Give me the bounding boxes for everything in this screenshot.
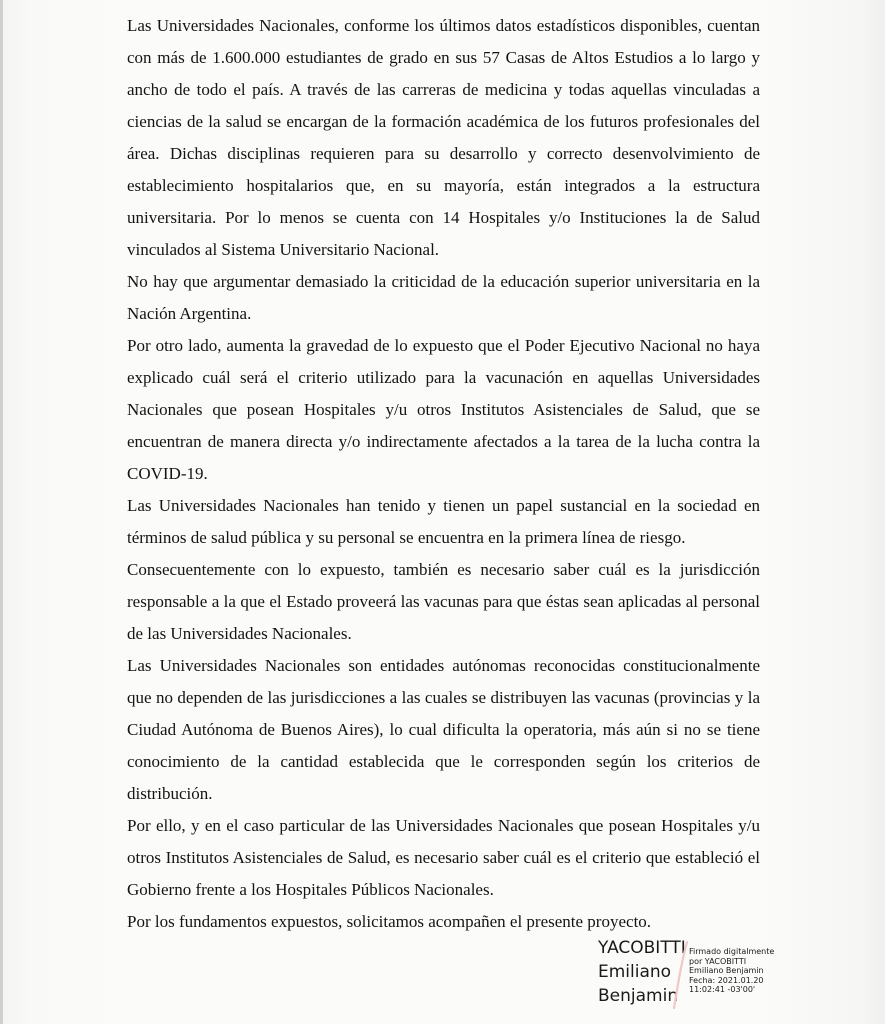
signer-name-line: Emiliano — [598, 962, 672, 982]
paragraph-7: Por ello, y en el caso particular de las Universidades Nacionales que posean Hospitales y/u otros Institutos Asistenciales de Salud, es necesario saber cuál es el criterio que estableció el Gobierno frente a los Hospitales Públicos Nacionales. — [127, 816, 760, 899]
paragraph-4: Las Universidades Nacionales han tenido y tienen un papel sustancial en la sociedad en términos de salud pública y su personal se encuentra en la primera línea de riesgo. — [127, 496, 760, 547]
signature-detail-line: 11:02:41 -03'00' — [689, 985, 756, 994]
digital-signature — [598, 936, 798, 1016]
signature-details — [689, 947, 774, 995]
signer-name-line: Benjamin — [598, 986, 679, 1006]
paragraph-8: Por los fundamentos expuestos, solicitamos acompañen el presente proyecto. — [127, 912, 652, 931]
signature-stroke-icon — [670, 938, 690, 1010]
signer-name-line: YACOBITTI — [598, 938, 686, 958]
page-edge — [0, 0, 3, 1024]
signature-detail-line: Fecha: 2021.01.20 — [689, 975, 764, 985]
paragraph-6: Las Universidades Nacionales son entidades autónomas reconocidas constitucionalmente que no dependen de las jurisdicciones a las cuales se distribuyen las vacunas (provincias y la Ciudad Autónoma de Buenos Aires), lo cual dificulta la operatoria, más aún si no se tiene conocimiento de la cantidad establecida que le corresponden según los criterios de distribución. — [127, 656, 760, 803]
paragraph-1: Las Universidades Nacionales, conforme los últimos datos estadísticos disponibles, cuentan con más de 1.600.000 estudiantes de grado en sus 57 Casas de Altos Estudios a lo largo y ancho de todo el país. A través de las carreras de medicina y todas aquellas vinculadas a ciencias de la salud se encargan de la formación académica de los futuros profesionales del área. Dichas disciplinas requieren para su desarrollo y correcto desenvolvimiento de establecimiento hospitalarios que, en su mayoría, están integrados a la estructura universitaria. Por lo menos se cuenta con 14 Hospitales y/o Instituciones la de Salud vinculados al Sistema Universitario Nacional. — [127, 16, 760, 259]
paragraph-5: Consecuentemente con lo expuesto, también es necesario saber cuál es la jurisdicción responsable a la que el Estado proveerá las vacunas para que éstas sean aplicadas al personal de las Universidades Nacionales. — [127, 560, 760, 643]
signature-detail-line: Emiliano Benjamin — [689, 966, 764, 975]
paragraph-2: No hay que argumentar demasiado la criticidad de la educación superior universitaria en la Nación Argentina. — [127, 272, 760, 323]
document-body — [127, 10, 760, 938]
paragraph-3: Por otro lado, aumenta la gravedad de lo expuesto que el Poder Ejecutivo Nacional no haya explicado cuál será el criterio utilizado para la vacunación en aquellas Universidades Nacionales que posean Hospitales y/u otros Institutos Asistenciales de Salud, que se encuentran de manera directa y/o indirectamente afectados a la tarea de la lucha contra la COVID-19. — [127, 336, 760, 483]
signature-detail-line: por YACOBITTI — [689, 956, 747, 966]
signature-detail-line: Firmado digitalmente — [689, 947, 775, 956]
